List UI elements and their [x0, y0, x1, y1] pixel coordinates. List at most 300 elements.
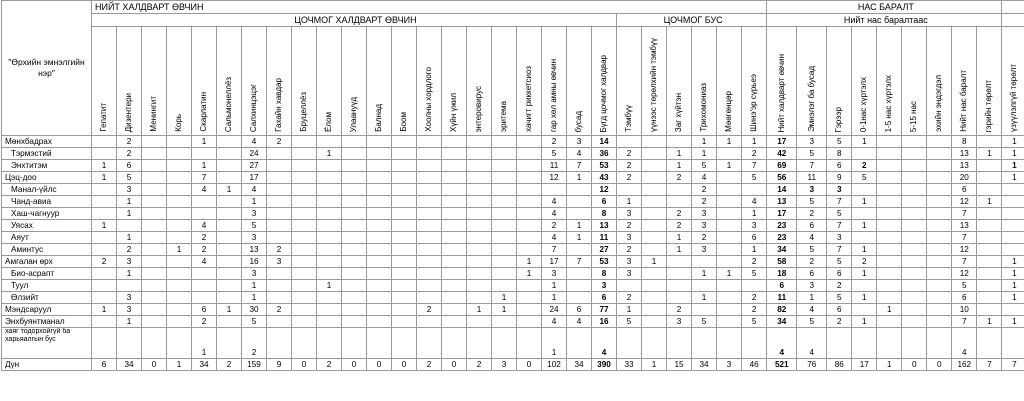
- data-cell[interactable]: [852, 148, 877, 160]
- data-cell[interactable]: 1: [192, 136, 217, 148]
- data-cell[interactable]: [317, 244, 342, 256]
- data-cell[interactable]: [142, 220, 167, 232]
- data-cell[interactable]: 1: [692, 268, 717, 280]
- data-cell[interactable]: 2: [217, 359, 242, 371]
- data-cell[interactable]: 2: [117, 244, 142, 256]
- data-cell[interactable]: 1: [667, 244, 692, 256]
- data-cell[interactable]: 5: [742, 268, 767, 280]
- data-cell[interactable]: [642, 196, 667, 208]
- data-cell[interactable]: 13: [952, 160, 977, 172]
- data-cell[interactable]: 7: [567, 160, 592, 172]
- data-cell[interactable]: 1: [692, 292, 717, 304]
- data-cell[interactable]: [142, 280, 167, 292]
- data-cell[interactable]: 2: [742, 304, 767, 316]
- data-cell[interactable]: 8: [592, 268, 617, 280]
- data-cell[interactable]: 17: [767, 136, 797, 148]
- data-cell[interactable]: [367, 172, 392, 184]
- data-cell[interactable]: 17: [542, 256, 567, 268]
- data-cell[interactable]: [852, 304, 877, 316]
- data-cell[interactable]: [877, 160, 902, 172]
- data-cell[interactable]: 2: [192, 232, 217, 244]
- data-cell[interactable]: 3: [617, 256, 642, 268]
- data-cell[interactable]: 1: [717, 268, 742, 280]
- data-cell[interactable]: [852, 328, 877, 359]
- data-cell[interactable]: 3: [492, 359, 517, 371]
- data-cell[interactable]: [1002, 328, 1024, 359]
- data-cell[interactable]: 4: [542, 208, 567, 220]
- data-cell[interactable]: [392, 148, 417, 160]
- data-cell[interactable]: [977, 232, 1002, 244]
- data-cell[interactable]: 1: [977, 196, 1002, 208]
- data-cell[interactable]: 2: [667, 220, 692, 232]
- data-cell[interactable]: [342, 208, 367, 220]
- data-cell[interactable]: [92, 268, 117, 280]
- data-cell[interactable]: [292, 256, 317, 268]
- data-cell[interactable]: [292, 196, 317, 208]
- data-cell[interactable]: [667, 256, 692, 268]
- data-cell[interactable]: 2: [742, 256, 767, 268]
- data-cell[interactable]: 2: [797, 208, 827, 220]
- data-cell[interactable]: [977, 256, 1002, 268]
- data-cell[interactable]: 34: [192, 359, 217, 371]
- data-cell[interactable]: 5: [827, 256, 852, 268]
- data-cell[interactable]: [927, 244, 952, 256]
- data-cell[interactable]: 6: [192, 304, 217, 316]
- data-cell[interactable]: 1: [92, 160, 117, 172]
- data-cell[interactable]: 7: [1002, 359, 1024, 371]
- data-cell[interactable]: [517, 208, 542, 220]
- data-cell[interactable]: [367, 136, 392, 148]
- data-cell[interactable]: [617, 136, 642, 148]
- data-cell[interactable]: [267, 220, 292, 232]
- data-cell[interactable]: 1: [317, 148, 342, 160]
- data-cell[interactable]: [977, 292, 1002, 304]
- data-cell[interactable]: [927, 316, 952, 328]
- data-cell[interactable]: [902, 232, 927, 244]
- data-cell[interactable]: 4: [592, 328, 617, 359]
- data-cell[interactable]: [92, 244, 117, 256]
- data-cell[interactable]: 1: [1002, 148, 1024, 160]
- data-cell[interactable]: [902, 172, 927, 184]
- data-cell[interactable]: 3: [797, 280, 827, 292]
- data-cell[interactable]: 3: [827, 184, 852, 196]
- data-cell[interactable]: 3: [797, 136, 827, 148]
- data-cell[interactable]: 14: [767, 184, 797, 196]
- data-cell[interactable]: 2: [242, 328, 267, 359]
- data-cell[interactable]: [467, 172, 492, 184]
- data-cell[interactable]: [902, 148, 927, 160]
- data-cell[interactable]: 2: [467, 359, 492, 371]
- data-cell[interactable]: [342, 136, 367, 148]
- data-cell[interactable]: [317, 268, 342, 280]
- data-cell[interactable]: [977, 184, 1002, 196]
- data-cell[interactable]: 3: [242, 268, 267, 280]
- data-cell[interactable]: 2: [317, 359, 342, 371]
- data-cell[interactable]: [317, 136, 342, 148]
- data-cell[interactable]: [417, 280, 442, 292]
- data-cell[interactable]: 2: [117, 148, 142, 160]
- data-cell[interactable]: 6: [797, 220, 827, 232]
- data-cell[interactable]: 7: [952, 208, 977, 220]
- data-cell[interactable]: 7: [567, 256, 592, 268]
- data-cell[interactable]: 7: [952, 232, 977, 244]
- data-cell[interactable]: [167, 172, 192, 184]
- data-cell[interactable]: [392, 184, 417, 196]
- data-cell[interactable]: 16: [592, 316, 617, 328]
- data-cell[interactable]: 1: [852, 196, 877, 208]
- data-cell[interactable]: [667, 184, 692, 196]
- data-cell[interactable]: [317, 172, 342, 184]
- data-cell[interactable]: [567, 328, 592, 359]
- data-cell[interactable]: [642, 148, 667, 160]
- data-cell[interactable]: [717, 172, 742, 184]
- data-cell[interactable]: 1: [717, 160, 742, 172]
- data-cell[interactable]: [367, 232, 392, 244]
- data-cell[interactable]: 14: [592, 136, 617, 148]
- data-cell[interactable]: 5: [827, 292, 852, 304]
- data-cell[interactable]: 4: [542, 196, 567, 208]
- data-cell[interactable]: [517, 160, 542, 172]
- data-cell[interactable]: [392, 136, 417, 148]
- data-cell[interactable]: 2: [692, 196, 717, 208]
- data-cell[interactable]: 6: [567, 304, 592, 316]
- data-cell[interactable]: 3: [797, 184, 827, 196]
- data-cell[interactable]: [392, 304, 417, 316]
- data-cell[interactable]: 1: [667, 232, 692, 244]
- data-cell[interactable]: [217, 328, 242, 359]
- data-cell[interactable]: 2: [827, 280, 852, 292]
- data-cell[interactable]: [642, 268, 667, 280]
- data-cell[interactable]: 0: [342, 359, 367, 371]
- data-cell[interactable]: [877, 136, 902, 148]
- data-cell[interactable]: [902, 292, 927, 304]
- data-cell[interactable]: [367, 160, 392, 172]
- data-cell[interactable]: [317, 304, 342, 316]
- data-cell[interactable]: [217, 316, 242, 328]
- data-cell[interactable]: [292, 232, 317, 244]
- data-cell[interactable]: [517, 292, 542, 304]
- data-cell[interactable]: [92, 136, 117, 148]
- data-cell[interactable]: [417, 328, 442, 359]
- data-cell[interactable]: [292, 208, 317, 220]
- data-cell[interactable]: 5: [242, 220, 267, 232]
- data-cell[interactable]: [167, 196, 192, 208]
- data-cell[interactable]: 8: [952, 136, 977, 148]
- data-cell[interactable]: 2: [617, 160, 642, 172]
- data-cell[interactable]: [642, 136, 667, 148]
- data-cell[interactable]: [292, 268, 317, 280]
- data-cell[interactable]: [142, 316, 167, 328]
- data-cell[interactable]: [1002, 232, 1024, 244]
- data-cell[interactable]: 4: [692, 172, 717, 184]
- data-cell[interactable]: [192, 292, 217, 304]
- data-cell[interactable]: [367, 304, 392, 316]
- data-cell[interactable]: [392, 316, 417, 328]
- data-cell[interactable]: [292, 136, 317, 148]
- data-cell[interactable]: [342, 268, 367, 280]
- data-cell[interactable]: [617, 184, 642, 196]
- data-cell[interactable]: 2: [692, 232, 717, 244]
- data-cell[interactable]: 17: [767, 208, 797, 220]
- data-cell[interactable]: [142, 328, 167, 359]
- data-cell[interactable]: 1: [567, 232, 592, 244]
- data-cell[interactable]: 1: [852, 244, 877, 256]
- data-cell[interactable]: [927, 148, 952, 160]
- data-cell[interactable]: [877, 244, 902, 256]
- data-cell[interactable]: [267, 148, 292, 160]
- data-cell[interactable]: 43: [592, 172, 617, 184]
- data-cell[interactable]: [417, 184, 442, 196]
- data-cell[interactable]: 1: [1002, 172, 1024, 184]
- data-cell[interactable]: 46: [742, 359, 767, 371]
- data-cell[interactable]: [292, 148, 317, 160]
- data-cell[interactable]: 1: [1002, 280, 1024, 292]
- data-cell[interactable]: [467, 328, 492, 359]
- data-cell[interactable]: 1: [117, 208, 142, 220]
- row-name-cell[interactable]: Цэц-доо: [2, 172, 92, 184]
- data-cell[interactable]: [92, 196, 117, 208]
- data-cell[interactable]: [567, 244, 592, 256]
- data-cell[interactable]: [717, 148, 742, 160]
- data-cell[interactable]: [417, 220, 442, 232]
- data-cell[interactable]: 1: [192, 160, 217, 172]
- data-cell[interactable]: [852, 232, 877, 244]
- data-cell[interactable]: [902, 208, 927, 220]
- data-cell[interactable]: [442, 136, 467, 148]
- data-cell[interactable]: 162: [952, 359, 977, 371]
- data-cell[interactable]: [927, 256, 952, 268]
- data-cell[interactable]: 9: [267, 359, 292, 371]
- data-cell[interactable]: [517, 172, 542, 184]
- data-cell[interactable]: [642, 220, 667, 232]
- data-cell[interactable]: 1: [242, 196, 267, 208]
- data-cell[interactable]: [392, 208, 417, 220]
- data-cell[interactable]: [92, 184, 117, 196]
- data-cell[interactable]: [317, 208, 342, 220]
- data-cell[interactable]: [927, 268, 952, 280]
- data-cell[interactable]: [492, 280, 517, 292]
- data-cell[interactable]: [417, 292, 442, 304]
- data-cell[interactable]: 1: [242, 280, 267, 292]
- data-cell[interactable]: [342, 304, 367, 316]
- data-cell[interactable]: 2: [542, 136, 567, 148]
- data-cell[interactable]: 42: [767, 148, 797, 160]
- data-cell[interactable]: 9: [827, 172, 852, 184]
- data-cell[interactable]: [292, 184, 317, 196]
- data-cell[interactable]: 20: [952, 172, 977, 184]
- data-cell[interactable]: [902, 268, 927, 280]
- data-cell[interactable]: [192, 208, 217, 220]
- data-cell[interactable]: [92, 208, 117, 220]
- data-cell[interactable]: 4: [242, 184, 267, 196]
- data-cell[interactable]: 5: [797, 196, 827, 208]
- data-cell[interactable]: [342, 244, 367, 256]
- data-cell[interactable]: [492, 316, 517, 328]
- data-cell[interactable]: 3: [117, 184, 142, 196]
- data-cell[interactable]: 69: [767, 160, 797, 172]
- data-cell[interactable]: 1: [852, 268, 877, 280]
- data-cell[interactable]: 1: [467, 304, 492, 316]
- data-cell[interactable]: 1: [92, 220, 117, 232]
- data-cell[interactable]: [717, 244, 742, 256]
- data-cell[interactable]: [877, 220, 902, 232]
- data-cell[interactable]: [367, 256, 392, 268]
- row-name-cell[interactable]: Аяут: [2, 232, 92, 244]
- data-cell[interactable]: [367, 280, 392, 292]
- data-cell[interactable]: [167, 136, 192, 148]
- data-cell[interactable]: [492, 256, 517, 268]
- data-cell[interactable]: [392, 172, 417, 184]
- data-cell[interactable]: 1: [1002, 268, 1024, 280]
- data-cell[interactable]: [717, 208, 742, 220]
- data-cell[interactable]: 12: [542, 172, 567, 184]
- data-cell[interactable]: 3: [692, 208, 717, 220]
- data-cell[interactable]: [142, 256, 167, 268]
- data-cell[interactable]: 0: [292, 359, 317, 371]
- data-cell[interactable]: [467, 208, 492, 220]
- data-cell[interactable]: [1002, 208, 1024, 220]
- data-cell[interactable]: [417, 148, 442, 160]
- data-cell[interactable]: 3: [742, 220, 767, 232]
- data-cell[interactable]: 1: [542, 280, 567, 292]
- data-cell[interactable]: [692, 256, 717, 268]
- data-cell[interactable]: 2: [192, 244, 217, 256]
- data-cell[interactable]: [467, 256, 492, 268]
- row-name-cell[interactable]: Манал-үйлс: [2, 184, 92, 196]
- data-cell[interactable]: [567, 268, 592, 280]
- data-cell[interactable]: 7: [827, 244, 852, 256]
- data-cell[interactable]: 2: [542, 220, 567, 232]
- data-cell[interactable]: [977, 220, 1002, 232]
- data-cell[interactable]: 7: [952, 316, 977, 328]
- data-cell[interactable]: 27: [592, 244, 617, 256]
- data-cell[interactable]: 11: [797, 172, 827, 184]
- data-cell[interactable]: 4: [797, 232, 827, 244]
- data-cell[interactable]: 6: [827, 268, 852, 280]
- data-cell[interactable]: [442, 148, 467, 160]
- data-cell[interactable]: [217, 148, 242, 160]
- data-cell[interactable]: 17: [852, 359, 877, 371]
- data-cell[interactable]: 2: [617, 172, 642, 184]
- data-cell[interactable]: [117, 220, 142, 232]
- data-cell[interactable]: 2: [417, 304, 442, 316]
- data-cell[interactable]: [517, 220, 542, 232]
- data-cell[interactable]: [717, 256, 742, 268]
- data-cell[interactable]: [292, 316, 317, 328]
- data-cell[interactable]: 3: [717, 359, 742, 371]
- row-name-cell[interactable]: Уясах: [2, 220, 92, 232]
- data-cell[interactable]: 6: [92, 359, 117, 371]
- data-cell[interactable]: 1: [642, 359, 667, 371]
- data-cell[interactable]: 8: [827, 148, 852, 160]
- data-cell[interactable]: 5: [542, 148, 567, 160]
- data-cell[interactable]: 3: [692, 244, 717, 256]
- data-cell[interactable]: 8: [592, 208, 617, 220]
- data-cell[interactable]: [92, 316, 117, 328]
- data-cell[interactable]: 77: [592, 304, 617, 316]
- data-cell[interactable]: 5: [797, 316, 827, 328]
- data-cell[interactable]: [492, 328, 517, 359]
- data-cell[interactable]: 27: [242, 160, 267, 172]
- data-cell[interactable]: [902, 280, 927, 292]
- data-cell[interactable]: 1: [517, 268, 542, 280]
- row-name-cell[interactable]: Мэндсаруул: [2, 304, 92, 316]
- data-cell[interactable]: [342, 172, 367, 184]
- data-cell[interactable]: [1002, 244, 1024, 256]
- data-cell[interactable]: [142, 268, 167, 280]
- data-cell[interactable]: 23: [767, 232, 797, 244]
- data-cell[interactable]: [267, 196, 292, 208]
- data-cell[interactable]: [442, 220, 467, 232]
- data-cell[interactable]: 3: [117, 304, 142, 316]
- data-cell[interactable]: 2: [192, 316, 217, 328]
- data-cell[interactable]: [467, 220, 492, 232]
- data-cell[interactable]: 6: [797, 268, 827, 280]
- data-cell[interactable]: [92, 232, 117, 244]
- data-cell[interactable]: [342, 160, 367, 172]
- data-cell[interactable]: [267, 172, 292, 184]
- data-cell[interactable]: 2: [852, 256, 877, 268]
- data-cell[interactable]: [692, 328, 717, 359]
- data-cell[interactable]: [392, 280, 417, 292]
- data-cell[interactable]: [367, 328, 392, 359]
- data-cell[interactable]: [717, 328, 742, 359]
- data-cell[interactable]: 86: [827, 359, 852, 371]
- data-cell[interactable]: [442, 316, 467, 328]
- data-cell[interactable]: [467, 316, 492, 328]
- data-cell[interactable]: 1: [1002, 292, 1024, 304]
- data-cell[interactable]: 7: [952, 256, 977, 268]
- data-cell[interactable]: [667, 292, 692, 304]
- data-cell[interactable]: [392, 256, 417, 268]
- row-name-cell[interactable]: Дүн: [2, 359, 92, 371]
- data-cell[interactable]: [317, 292, 342, 304]
- data-cell[interactable]: [342, 184, 367, 196]
- data-cell[interactable]: [142, 148, 167, 160]
- data-cell[interactable]: [142, 244, 167, 256]
- data-cell[interactable]: 4: [542, 232, 567, 244]
- data-cell[interactable]: 12: [952, 244, 977, 256]
- data-cell[interactable]: 76: [797, 359, 827, 371]
- data-cell[interactable]: [542, 184, 567, 196]
- data-cell[interactable]: [617, 328, 642, 359]
- data-cell[interactable]: 1: [217, 184, 242, 196]
- data-cell[interactable]: [192, 196, 217, 208]
- data-cell[interactable]: [367, 220, 392, 232]
- data-cell[interactable]: [467, 136, 492, 148]
- data-cell[interactable]: [142, 232, 167, 244]
- data-cell[interactable]: 10: [952, 304, 977, 316]
- data-cell[interactable]: [642, 172, 667, 184]
- data-cell[interactable]: [1002, 220, 1024, 232]
- data-cell[interactable]: 4: [797, 328, 827, 359]
- data-cell[interactable]: [92, 148, 117, 160]
- data-cell[interactable]: [977, 244, 1002, 256]
- data-cell[interactable]: [292, 292, 317, 304]
- data-cell[interactable]: 3: [117, 292, 142, 304]
- data-cell[interactable]: 1: [1002, 316, 1024, 328]
- data-cell[interactable]: 1: [567, 220, 592, 232]
- data-cell[interactable]: 2: [92, 256, 117, 268]
- data-cell[interactable]: [392, 328, 417, 359]
- data-cell[interactable]: [977, 136, 1002, 148]
- data-cell[interactable]: 2: [417, 359, 442, 371]
- data-cell[interactable]: [567, 280, 592, 292]
- data-cell[interactable]: [902, 184, 927, 196]
- data-cell[interactable]: [267, 280, 292, 292]
- data-cell[interactable]: [142, 160, 167, 172]
- data-cell[interactable]: [977, 160, 1002, 172]
